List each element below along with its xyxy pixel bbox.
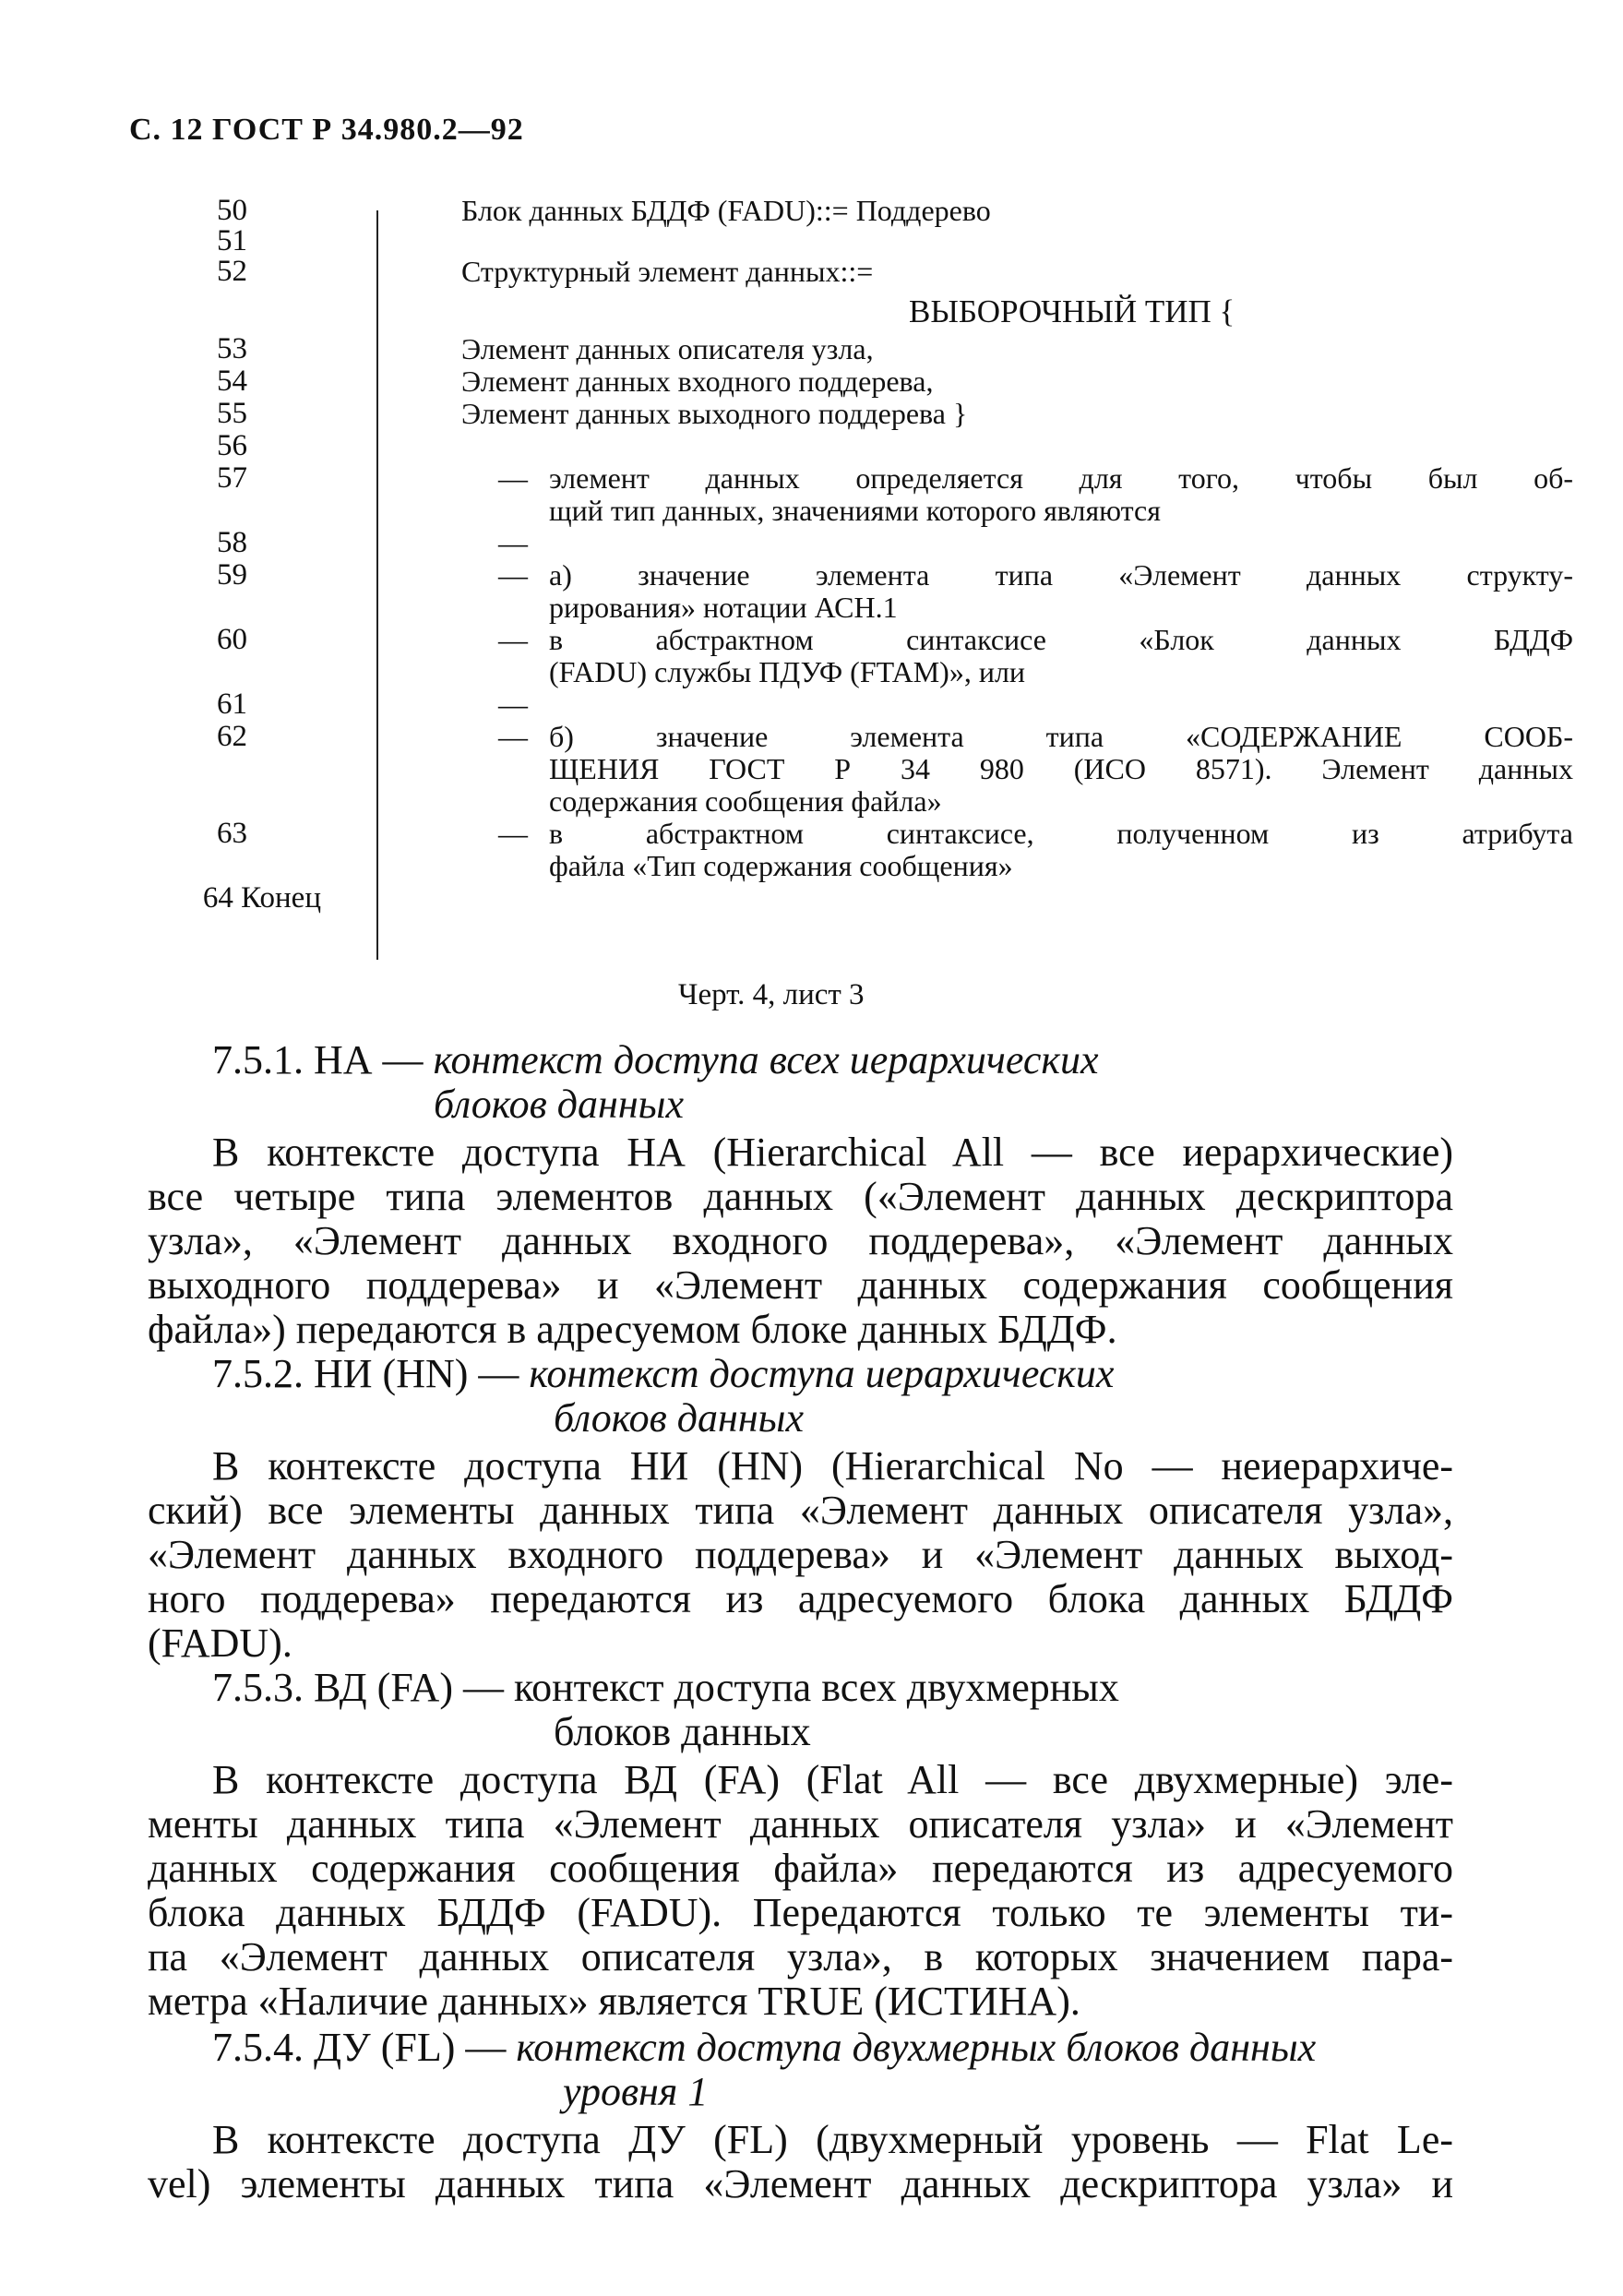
section-title-cont: блоков данных: [554, 1709, 811, 1754]
section-number: 7.5.4. ДУ (FL) —: [212, 2025, 507, 2070]
paragraph-line: па «Элемент данных описателя узла», в которых значением пара-: [148, 1934, 1453, 1979]
paragraph-line: метра «Наличие данных» является TRUE (ИСТИНА).: [148, 1979, 1080, 2024]
section-heading: [212, 1352, 1114, 1396]
line-number: 64 Конец: [202, 881, 321, 915]
section-title-cont: уровня 1: [563, 2069, 709, 2114]
line-number: 53: [217, 332, 247, 365]
listing-text: содержания сообщения файла»: [549, 784, 942, 818]
line-number: 52: [217, 255, 247, 288]
dash-mark: —: [498, 623, 528, 656]
listing-line: ВЫБОРОЧНЫЙ ТИП {: [909, 293, 1235, 329]
section-title-cont: блоков данных: [434, 1082, 685, 1127]
paragraph-line: узла», «Элемент данных входного поддерева», «Элемент данных: [148, 1218, 1453, 1263]
listing-divider: [376, 210, 378, 960]
section-number: 7.5.2. НИ (HN) —: [212, 1351, 519, 1396]
listing-text: а) значение элемента типа «Элемент данных структу-: [549, 558, 1573, 592]
line-number: 61: [217, 688, 247, 721]
dash-mark: —: [498, 558, 528, 592]
section-heading: [212, 2026, 1316, 2070]
paragraph-line: ного поддерева» передаются из адресуемого блока данных БДДФ: [148, 1576, 1453, 1621]
section-title-cont: блоков данных: [554, 1395, 805, 1441]
section-heading: [212, 1666, 1119, 1710]
section-title: контекст доступа двухмерных блоков данных: [516, 2025, 1317, 2070]
dash-mark: —: [498, 817, 528, 850]
paragraph-line: (FADU).: [148, 1620, 292, 1666]
listing-text: элемент данных определяется для того, чтобы был об-: [549, 461, 1573, 495]
dash-mark: —: [498, 720, 528, 753]
section-7-5-3: [148, 1665, 1453, 2024]
line-number: 58: [217, 526, 247, 559]
line-number: 62: [217, 720, 247, 753]
paragraph-line: блока данных БДДФ (FADU). Передаются только те элементы ти-: [148, 1890, 1453, 1935]
line-number: 55: [217, 397, 247, 430]
line-number: 54: [217, 365, 247, 398]
line-number: 51: [217, 224, 247, 257]
paragraph-line: vel) элементы данных типа «Элемент данных дескриптора узла» и: [148, 2161, 1453, 2206]
code-listing: [138, 194, 1573, 960]
section-number: 7.5.1. НА —: [212, 1037, 424, 1082]
paragraph-line: В контексте доступа ВД (FA) (Flat All — все двухмерные) эле-: [212, 1757, 1453, 1802]
line-number: 60: [217, 623, 247, 656]
listing-line: Элемент данных описателя узла,: [461, 332, 874, 365]
paragraph-line: выходного поддерева» и «Элемент данных содержания сообщения: [148, 1262, 1453, 1308]
section-title: контекст доступа иерархических: [529, 1351, 1115, 1396]
line-number: 56: [217, 429, 247, 462]
section-title: контекст доступа всех иерархических: [433, 1037, 1099, 1082]
dash-mark: —: [498, 526, 528, 559]
listing-text: в абстрактном синтаксисе «Блок данных БДДФ: [549, 623, 1573, 656]
section-7-5-4: [148, 2026, 1453, 2210]
paragraph-line: В контексте доступа ДУ (FL) (двухмерный уровень — Flat Le-: [212, 2117, 1453, 2162]
section-7-5-2: [148, 1351, 1453, 1666]
paragraph-line: файла») передаются в адресуемом блоке данных БДДФ.: [148, 1307, 1117, 1352]
listing-text: файла «Тип содержания сообщения»: [549, 849, 1013, 882]
paragraph-line: менты данных типа «Элемент данных описателя узла» и «Элемент: [148, 1801, 1453, 1847]
listing-text: (FADU) службы ПДУФ (FTAM)», или: [549, 655, 1026, 688]
listing-text: б) значение элемента типа «СОДЕРЖАНИЕ СООБ-: [549, 720, 1573, 753]
line-number: 59: [217, 558, 247, 592]
figure-caption: Черт. 4, лист 3: [678, 978, 865, 1011]
listing-line: Структурный элемент данных::=: [461, 255, 874, 288]
paragraph-line: ский) все элементы данных типа «Элемент данных описателя узла»,: [148, 1488, 1453, 1533]
listing-text: щий тип данных, значениями которого являются: [549, 494, 1161, 527]
listing-line: Блок данных БДДФ (FADU)::= Поддерево: [461, 194, 991, 227]
line-number: 57: [217, 461, 247, 495]
listing-line: Элемент данных выходного поддерева }: [461, 397, 968, 430]
paragraph-line: В контексте доступа НА (Hierarchical All — все иерархические): [212, 1130, 1453, 1175]
page-header: С. 12 ГОСТ Р 34.980.2—92: [129, 113, 524, 147]
section-heading: [212, 1038, 1099, 1082]
paragraph-line: «Элемент данных входного поддерева» и «Элемент данных выход-: [148, 1532, 1453, 1577]
listing-text: рирования» нотации АСН.1: [549, 591, 898, 624]
paragraph-line: все четыре типа элементов данных («Элемент данных дескриптора: [148, 1174, 1453, 1219]
section-number: 7.5.3. ВД (FA) — контекст доступа всех двухмерных: [212, 1665, 1119, 1710]
listing-line: Элемент данных входного поддерева,: [461, 365, 934, 398]
section-7-5-1: [148, 1037, 1453, 1352]
line-number: 63: [217, 817, 247, 850]
paragraph-line: В контексте доступа НИ (HN) (Hierarchical No — неиерархиче-: [212, 1443, 1453, 1489]
paragraph-line: данных содержания сообщения файла» передаются из адресуемого: [148, 1846, 1453, 1891]
listing-text: ЩЕНИЯ ГОСТ Р 34 980 (ИСО 8571). Элемент данных: [549, 752, 1573, 785]
listing-text: в абстрактном синтаксисе, полученном из атрибута: [549, 817, 1573, 850]
dash-mark: —: [498, 461, 528, 495]
dash-mark: —: [498, 688, 528, 721]
line-number: 50: [217, 194, 247, 227]
